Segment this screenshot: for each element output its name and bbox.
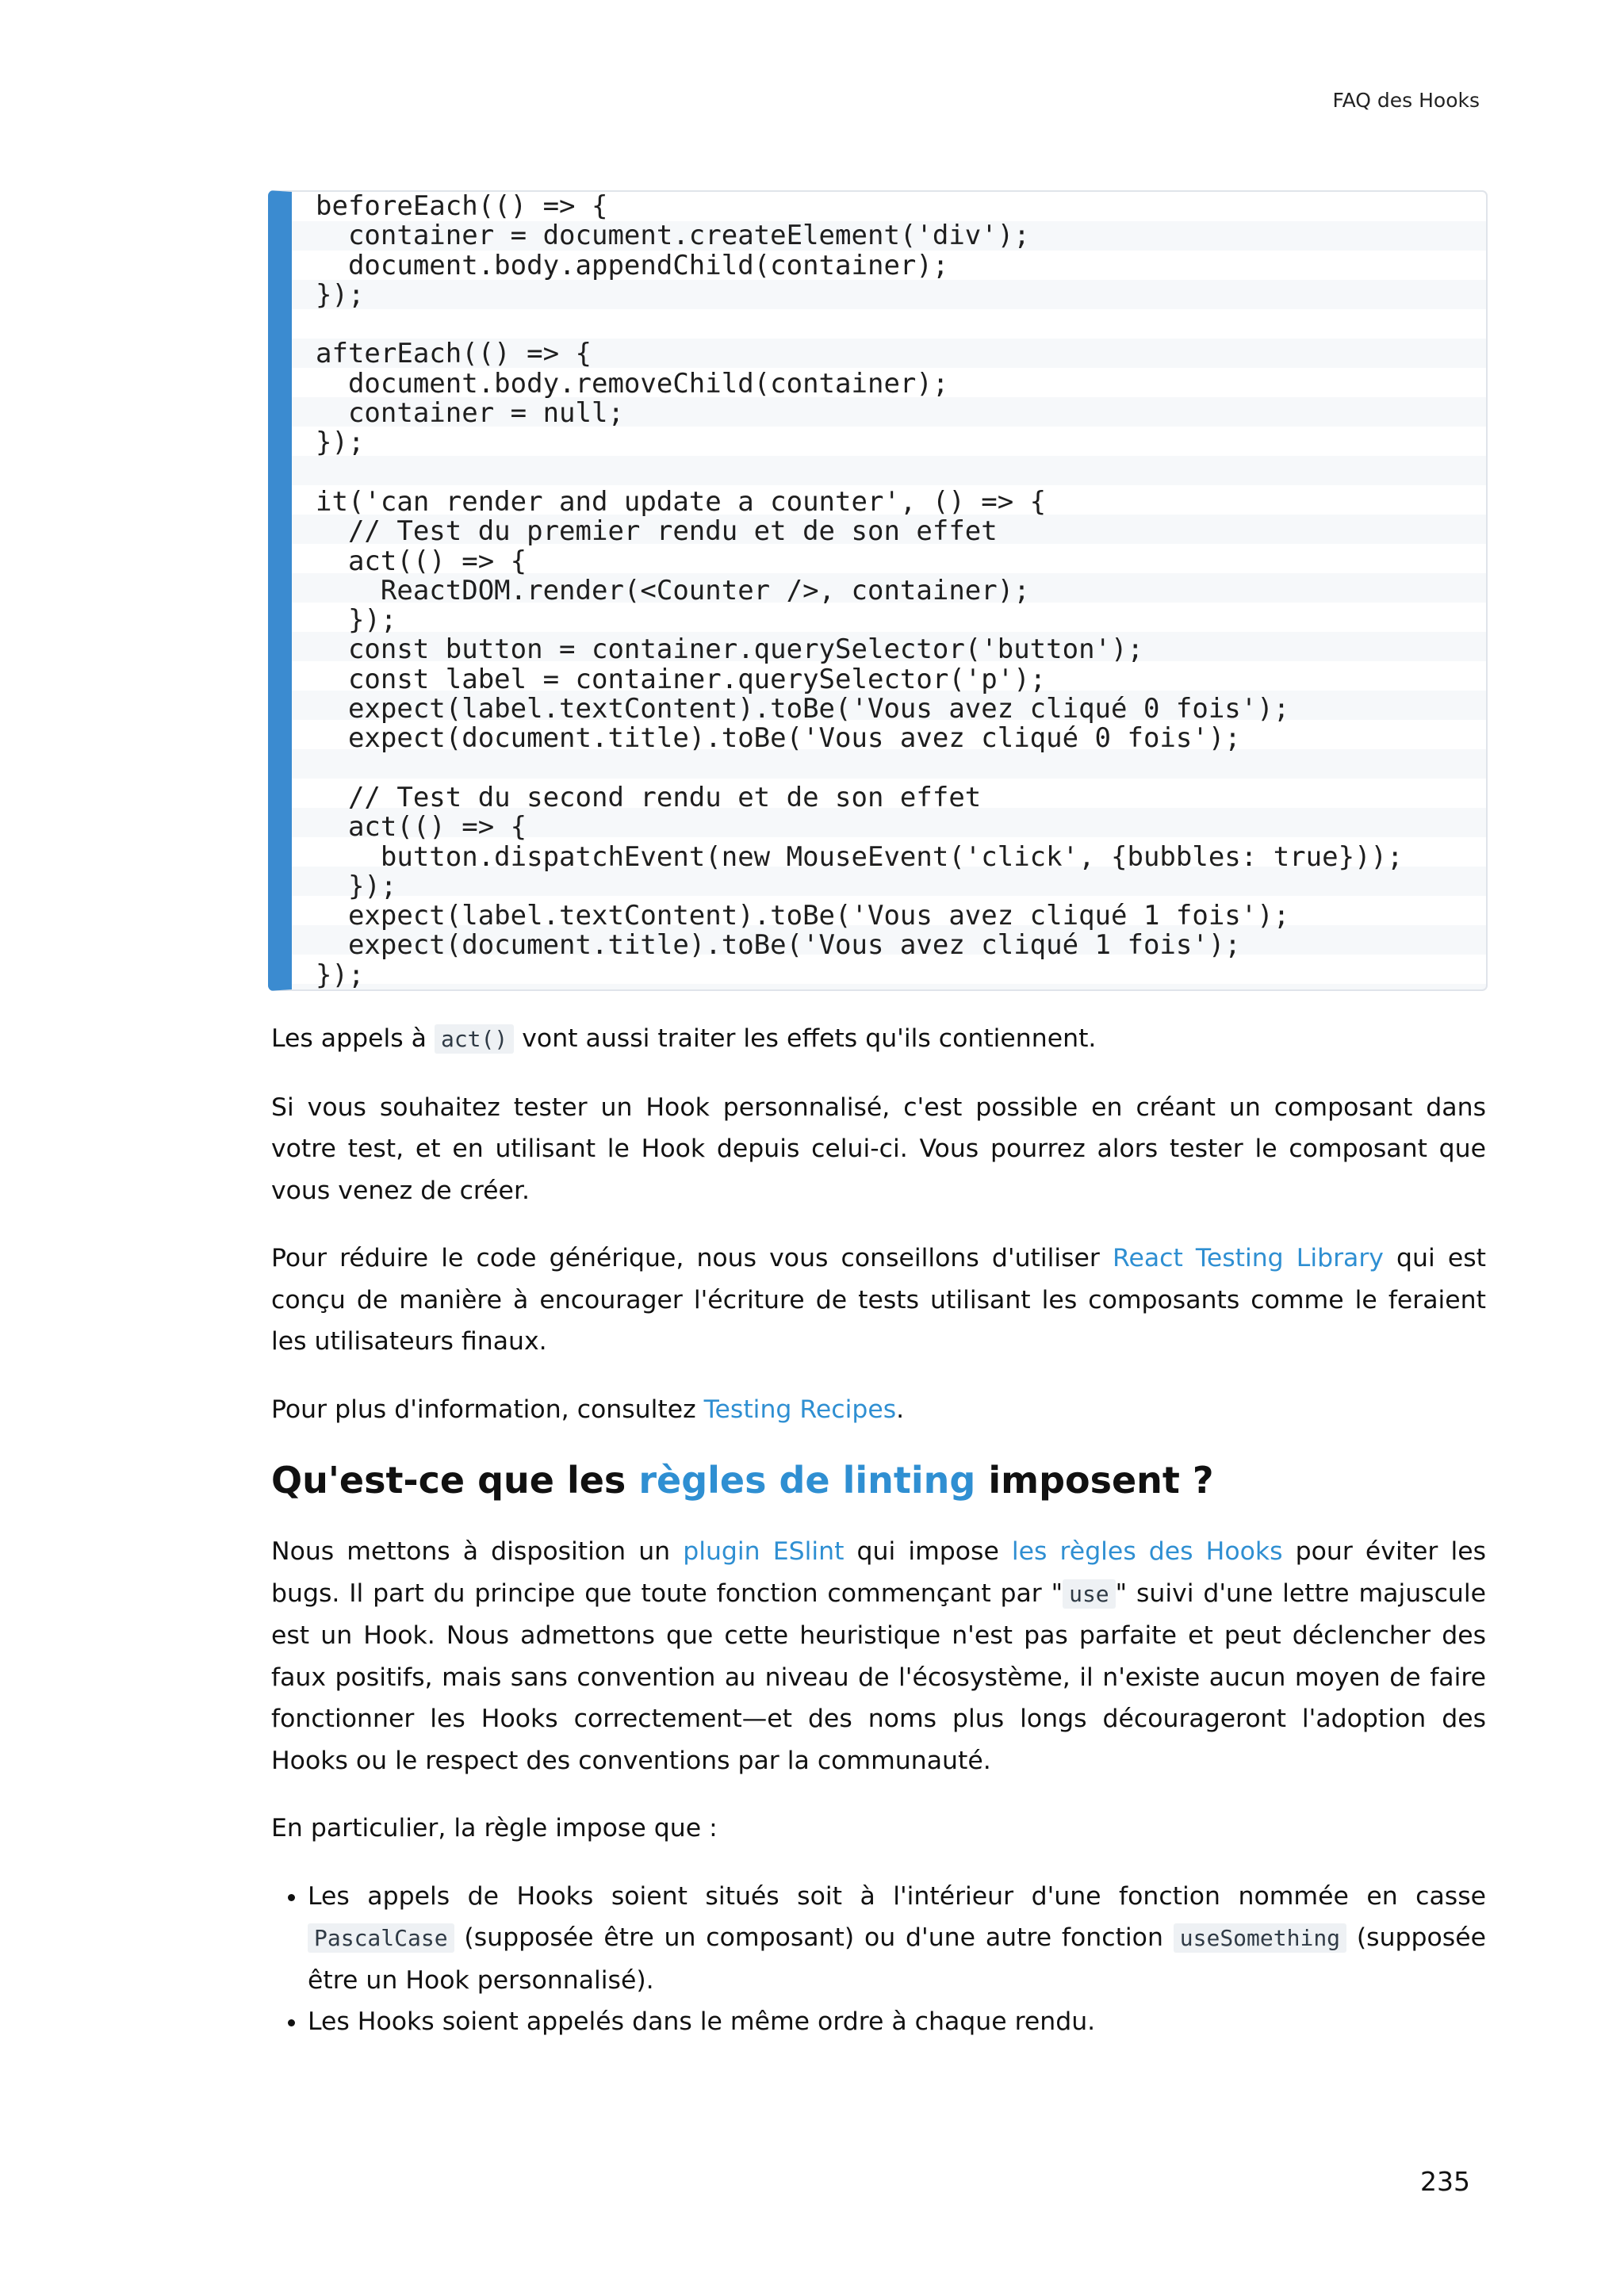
- link-eslint-plugin[interactable]: plugin ESlint: [683, 1537, 845, 1566]
- paragraph-testing-library: Pour réduire le code générique, nous vous conseillons d'utiliser React Testing Library qui est conçu de manière à encourager l'écriture de tests utilisant les composants comme le feraient les utilisateurs finaux.: [271, 1244, 1486, 1356]
- inline-code-usesomething: useSomething: [1174, 1923, 1346, 1953]
- paragraph-in-particular: En particulier, la règle impose que :: [271, 1814, 718, 1843]
- code-block: [268, 190, 1488, 991]
- link-linting-rules[interactable]: règles de linting: [638, 1459, 976, 1502]
- inline-code-pascalcase: PascalCase: [308, 1923, 454, 1953]
- main-content: [271, 1018, 1486, 2043]
- code-content: beforeEach(() => { container = document.createElement('div'); document.body.appendChild(container); }); afterEach(() => { document.body.removeChild(container); container = null; }); it('can render and update a counter', () => { // Test du premier rendu et de son effet act(() => { ReactDOM.render(<Counter />, container); }); const button = container.querySelector('button'); const label = container.querySelector('p'); expect(label.textContent).toBe('Vous avez cliqué 0 fois'); expect(document.title).toBe('Vous avez cliqué 0 fois'); // Test du second rendu et de son effet act(() => { button.dispatchEvent(new MouseEvent('click', {bubbles: true})); }); expect(label.textContent).toBe('Vous avez cliqué 1 fois'); expect(document.title).toBe('Vous avez cliqué 1 fois'); });: [316, 190, 1404, 991]
- inline-code-use: use: [1063, 1579, 1116, 1609]
- rules-list: [271, 1876, 1486, 2043]
- page-number: 235: [1420, 2166, 1470, 2197]
- link-hooks-rules[interactable]: les règles des Hooks: [1011, 1537, 1283, 1566]
- link-react-testing-library[interactable]: React Testing Library: [1113, 1244, 1384, 1272]
- paragraph-more-info: Pour plus d'information, consultez Testing Recipes.: [271, 1395, 905, 1424]
- link-testing-recipes[interactable]: Testing Recipes: [703, 1395, 897, 1424]
- inline-code-act: act(): [435, 1024, 514, 1054]
- paragraph-eslint: Nous mettons à disposition un plugin ESlint qui impose les règles des Hooks pour éviter les bugs. Il part du principe que toute fonction commençant par " use " suivi d'une lettre majuscule est un Hook. Nous admettons que cette heuristique n'est pas parfaite et peut déclencher des faux positifs, mais sans convention au niveau de l'écosystème, il n'existe aucun moyen de faire fonctionner les Hooks correctement—et des noms plus longs décourageront l'adoption des Hooks ou le respect des conventions par la communauté.: [271, 1537, 1487, 1775]
- list-item: • Les appels de Hooks soient situés soit à l'intérieur d'une fonction nommée en casse PascalCase (supposée être un composant) ou d'une autre fonction useSomething (supposée être un Hook personnalisé).: [308, 1876, 1486, 2002]
- paragraph-act: Les appels à act() vont aussi traiter les effets qu'ils contiennent.: [271, 1024, 1097, 1053]
- running-header: FAQ des Hooks: [1332, 89, 1480, 112]
- list-item: • Les Hooks soient appelés dans le même ordre à chaque rendu.: [308, 2001, 1486, 2043]
- section-heading: Qu'est-ce que les règles de linting imposent ?: [271, 1459, 1214, 1502]
- paragraph-custom-hook: Si vous souhaitez tester un Hook personnalisé, c'est possible en créant un composant dans votre test, et en utilisant le Hook depuis celui-ci. Vous pourrez alors tester le composant que vous venez de créer.: [271, 1093, 1486, 1205]
